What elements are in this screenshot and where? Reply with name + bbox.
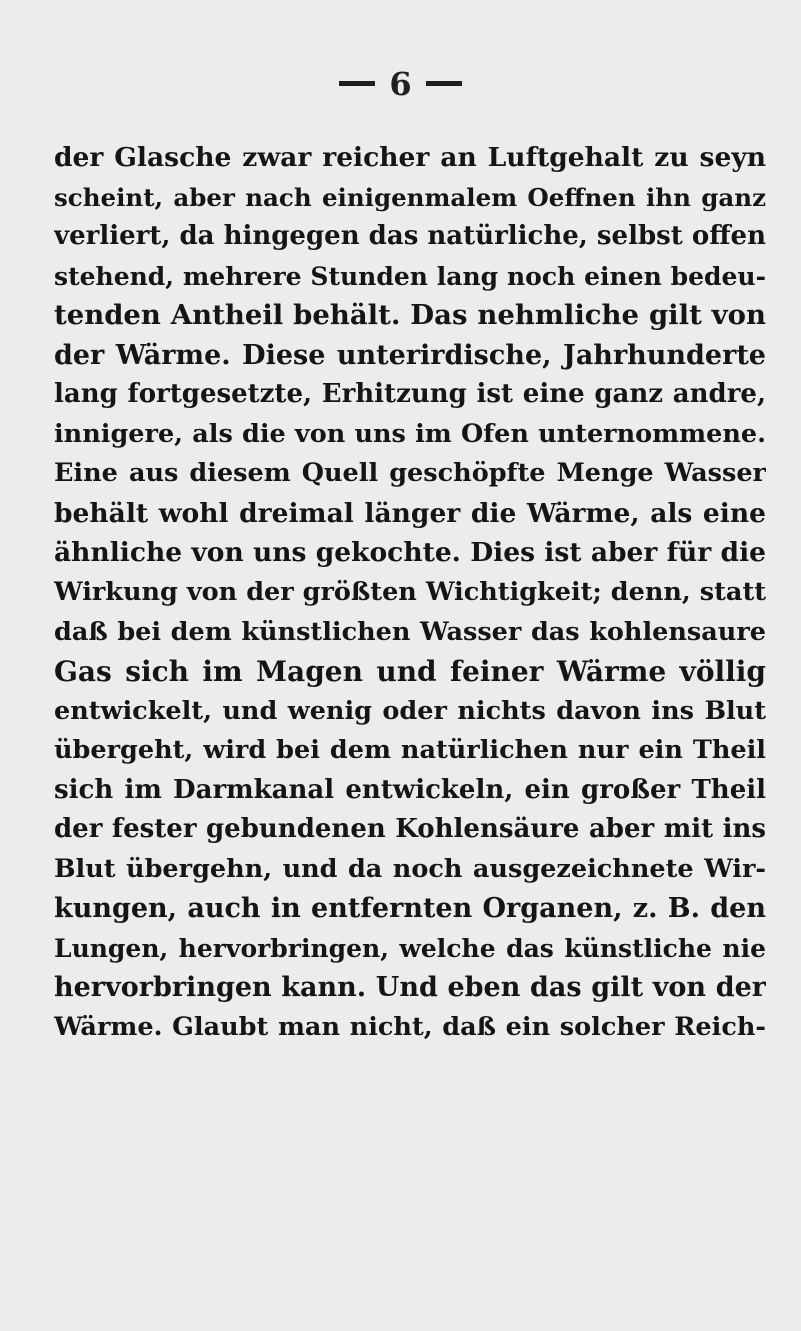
header-dash-right (426, 81, 462, 86)
page-number: 6 (389, 64, 412, 103)
text-line: der Wärme. Diese unterirdische, Jahrhunderte (54, 339, 766, 371)
body-text (54, 138, 766, 1048)
text-line: daß bei dem künstlichen Wasser das kohlensaure (54, 616, 766, 647)
text-line: ähnliche von uns gekochte. Dies ist aber für die (54, 537, 766, 569)
text-line: behält wohl dreimal länger die Wärme, als eine (54, 497, 766, 529)
text-line: Wirkung von der größten Wichtigkeit; denn, statt (54, 577, 766, 608)
text-line: Blut übergehn, und da noch ausgezeichnete Wir- (54, 853, 766, 884)
page-header (0, 62, 801, 112)
text-line: Eine aus diesem Quell geschöpfte Menge Wasser (54, 458, 766, 489)
header-dash-left (339, 81, 375, 86)
text-line: hervorbringen kann. Und eben das gilt von der (54, 972, 766, 1004)
text-line: tenden Antheil behält. Das nehmliche gilt von (54, 299, 766, 332)
text-line: lang fortgesetzte, Erhitzung ist eine ganz andre, (54, 379, 766, 410)
text-line: entwickelt, und wenig oder nichts davon ins Blut (54, 695, 766, 726)
text-line: Gas sich im Magen und feiner Wärme völlig (54, 655, 766, 689)
text-line: verliert, da hingegen das natürliche, selbst offen (54, 221, 766, 252)
text-line: stehend, mehrere Stunden lang noch einen bedeu- (54, 261, 766, 291)
text-line: der Glasche zwar reicher an Luftgehalt zu seyn (54, 142, 766, 173)
text-line: übergeht, wird bei dem natürlichen nur ein Theil (54, 735, 766, 766)
text-line: Lungen, hervorbringen, welche das künstliche nie (54, 933, 766, 963)
text-line: der fester gebundenen Kohlensäure aber mit ins (54, 814, 766, 845)
text-line: innigere, als die von uns im Ofen unternommene. (54, 418, 766, 449)
text-line: sich im Darmkanal entwickeln, ein großer Theil (54, 774, 766, 805)
text-line: Wärme. Glaubt man nicht, daß ein solcher Reich- (54, 1012, 766, 1043)
text-line: scheint, aber nach einigenmalem Oeffnen ihn ganz (54, 182, 766, 212)
text-line: kungen, auch in entfernten Organen, z. B. den (54, 893, 766, 925)
